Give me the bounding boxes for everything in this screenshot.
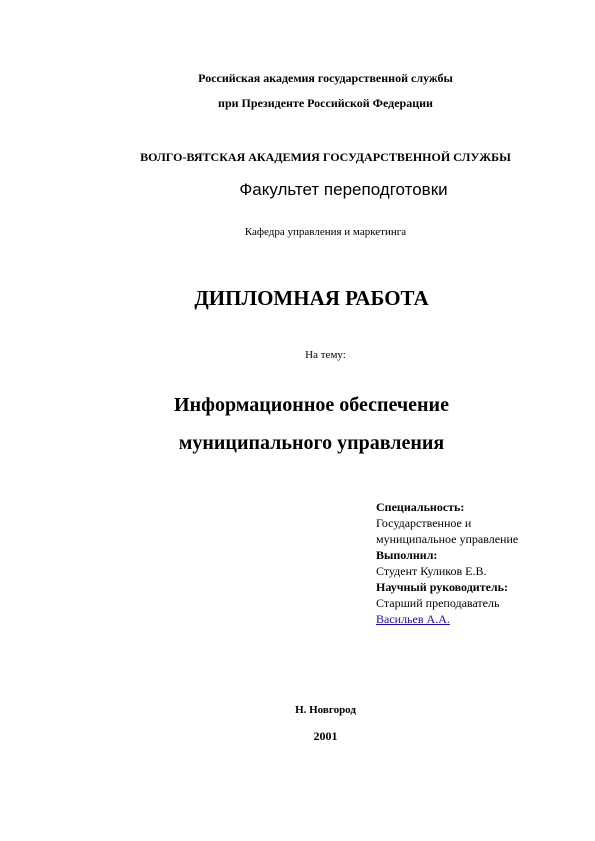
specialty-value-line-2: муниципальное управление <box>376 532 519 546</box>
supervisor-label: Научный руководитель: <box>376 580 508 594</box>
topic-prefix: На тему: <box>305 349 346 361</box>
supervisor-name-link[interactable]: Васильев А.А. <box>376 612 450 626</box>
year: 2001 <box>313 729 338 743</box>
city: Н. Новгород <box>295 704 356 716</box>
thesis-title-line-1: Информационное обеспечение <box>174 394 449 416</box>
author-label: Выполнил: <box>376 548 438 562</box>
specialty-label: Специальность: <box>376 500 465 514</box>
thesis-title-line-2: муниципального управления <box>178 432 445 454</box>
academy-name-line-2: при Президенте Российской Федерации <box>218 96 433 110</box>
regional-academy-name: ВОЛГО-ВЯТСКАЯ АКАДЕМИЯ ГОСУДАРСТВЕННОЙ СЛУЖБЫ <box>140 150 511 164</box>
specialty-value-line-1: Государственное и <box>376 516 472 530</box>
academy-name-line-1: Российская академия государственной службы <box>198 71 453 85</box>
faculty-name: Факультет переподготовки <box>239 180 448 199</box>
author-value: Студент Куликов Е.В. <box>376 564 487 578</box>
department-name: Кафедра управления и маркетинга <box>244 226 407 238</box>
thesis-details-block <box>376 499 586 627</box>
supervisor-position: Старший преподаватель <box>376 596 500 610</box>
document-type-heading: ДИПЛОМНАЯ РАБОТА <box>194 286 429 310</box>
